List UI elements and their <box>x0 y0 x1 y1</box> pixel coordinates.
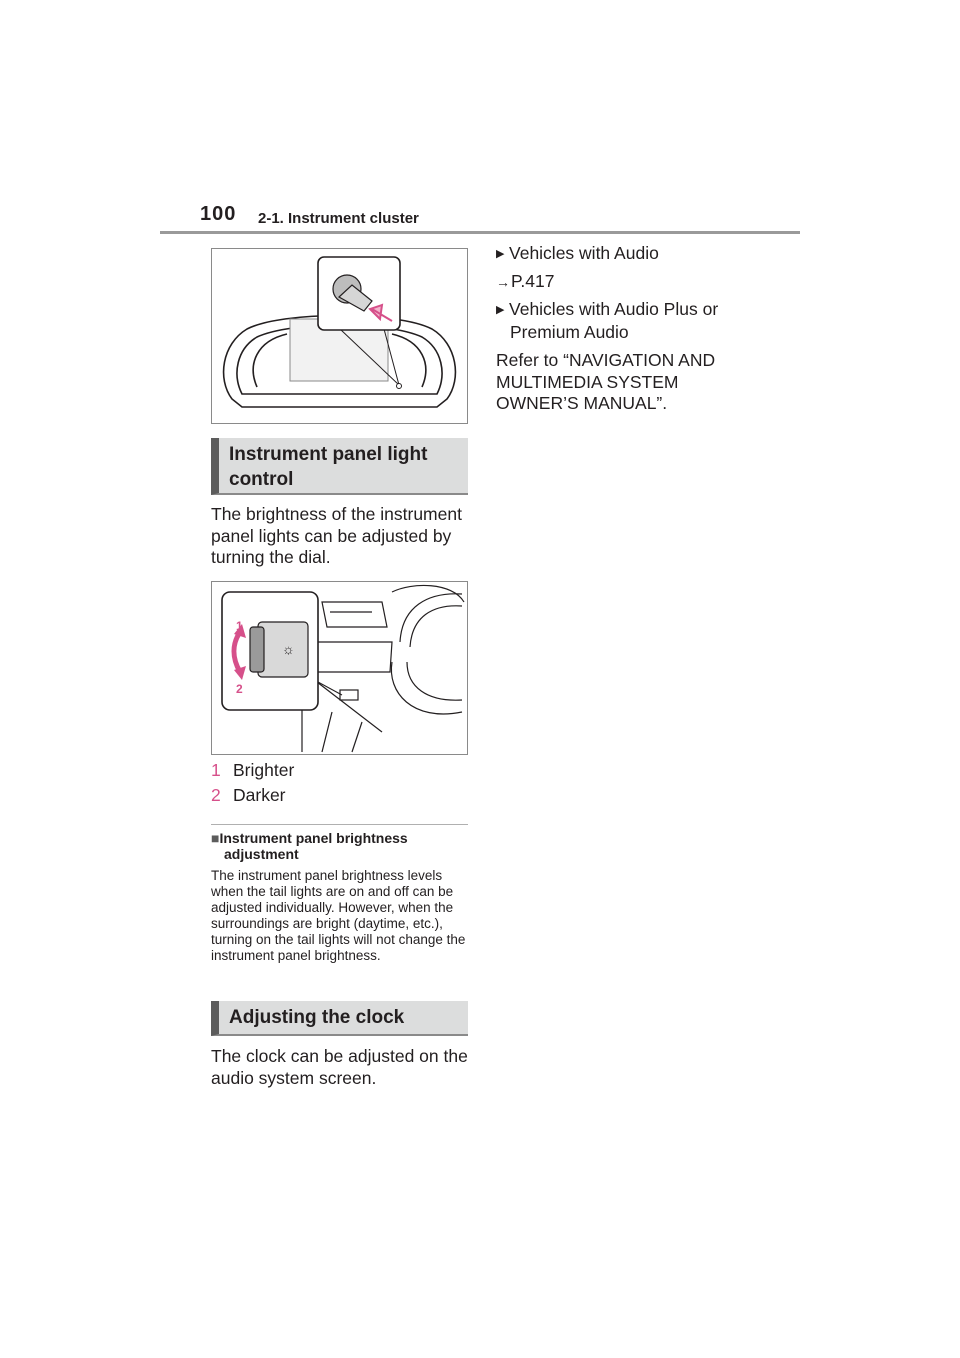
note-title-line1: Instrument panel brightness <box>219 830 408 846</box>
instrument-cluster-figure <box>211 248 468 424</box>
arrow-right-icon: → <box>496 274 510 290</box>
legend-label: Brighter <box>233 760 295 780</box>
legend-number: 1 <box>211 760 221 780</box>
legend-label: Darker <box>233 785 286 805</box>
page-reference-label: P.417 <box>511 271 555 291</box>
heading-adjusting-the-clock: Adjusting the clock <box>211 1001 468 1036</box>
triangle-bullet-icon: ▶ <box>496 248 505 260</box>
brightness-dial-figure <box>211 581 468 755</box>
heading-instrument-panel-light-control: Instrument panel light control <box>211 438 468 495</box>
list-item-audio-plus <box>496 299 756 343</box>
legend-item-brighter <box>211 760 294 781</box>
header-rule <box>160 231 800 234</box>
dial-label-2: 2 <box>236 682 243 696</box>
legend-item-darker <box>211 785 286 806</box>
section-header: 2-1. Instrument cluster <box>258 210 419 227</box>
square-bullet-icon: ■ <box>211 830 220 846</box>
note-title-line2: adjustment <box>224 846 299 862</box>
note-body: The instrument panel brightness levels when the tail lights are on and off can be adjusted individually. However, when the surroundings are bright (daytime, etc.), turning on the tail lights will not change the instrument panel brightness. <box>211 868 466 963</box>
instrument-cluster-illustration <box>212 249 467 423</box>
dashboard-dial-illustration <box>212 582 467 754</box>
list-item-label-cont: Premium Audio <box>510 321 629 342</box>
note-divider <box>211 824 468 825</box>
page-reference <box>496 271 756 294</box>
refer-text: Refer to “NAVIGATION AND MULTIMEDIA SYSTEM OWNER’S MANUAL”. <box>496 350 716 413</box>
dial-icon: ☼ <box>282 641 295 657</box>
clock-description: The clock can be adjusted on the audio system screen. <box>211 1046 468 1088</box>
panel-light-description: The brightness of the instrument panel lights can be adjusted by turning the dial. <box>211 504 462 567</box>
note-title <box>211 830 468 862</box>
triangle-bullet-icon: ▶ <box>496 304 505 316</box>
page-number: 100 <box>200 203 237 225</box>
dial-label-1: 1 <box>236 619 243 633</box>
list-item-label: Vehicles with Audio Plus or <box>509 299 719 319</box>
list-item-audio <box>496 243 756 266</box>
list-item-label: Vehicles with Audio <box>509 243 659 263</box>
legend-number: 2 <box>211 785 221 805</box>
